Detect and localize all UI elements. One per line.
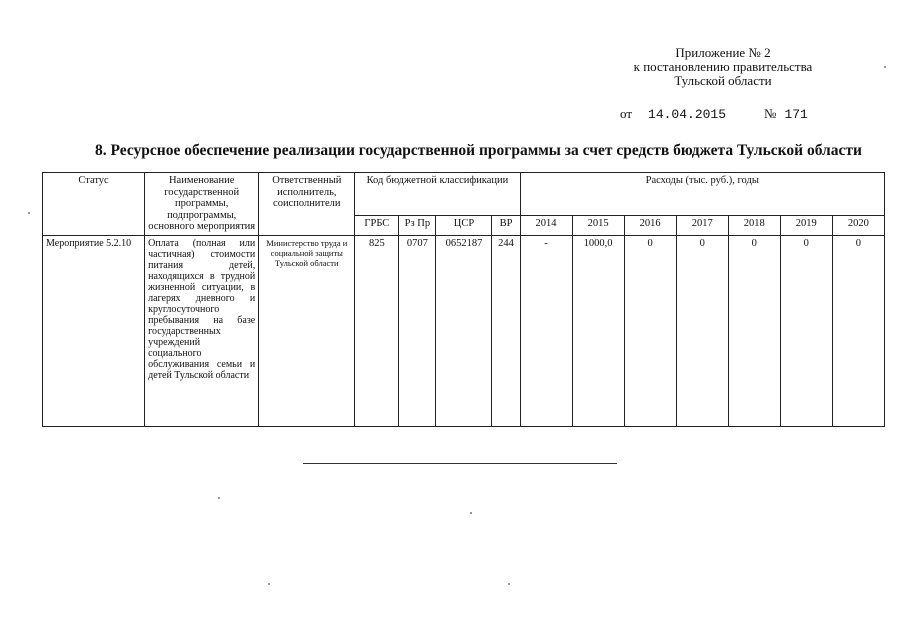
- appendix-line-3: Тульской области: [674, 73, 772, 88]
- appendix-line-1: Приложение № 2: [675, 45, 771, 60]
- header-name: Наименование государственной программы, подпрограммы, основного мероприятия: [145, 173, 259, 236]
- cell-grbs: 825: [355, 235, 399, 426]
- signature-divider-line: [303, 463, 617, 464]
- cell-value-2016: 0: [624, 235, 676, 426]
- header-expenses: Расходы (тыс. руб.), годы: [520, 173, 884, 216]
- cell-value-2018: 0: [728, 235, 780, 426]
- header-budget-code: Код бюджетной классификации: [355, 173, 520, 216]
- header-csr: ЦСР: [436, 216, 492, 236]
- scan-speck: [884, 66, 886, 68]
- cell-vr: 244: [492, 235, 520, 426]
- header-year-2018: 2018: [728, 216, 780, 236]
- resource-table: [42, 172, 885, 427]
- cell-rzpr: 0707: [399, 235, 436, 426]
- scan-speck: [218, 497, 220, 499]
- number-label: №: [764, 106, 777, 121]
- table-row: [43, 235, 885, 426]
- scan-speck: [28, 212, 30, 214]
- scan-speck: [470, 512, 472, 514]
- date-from-label: от: [620, 106, 633, 121]
- document-number: 171: [784, 107, 808, 122]
- header-year-2019: 2019: [780, 216, 832, 236]
- header-year-2016: 2016: [624, 216, 676, 236]
- header-status: Статус: [43, 173, 145, 236]
- cell-csr: 0652187: [436, 235, 492, 426]
- header-year-2017: 2017: [676, 216, 728, 236]
- scan-speck: [508, 583, 510, 585]
- header-responsible: Ответственный исполнитель, соисполнители: [259, 173, 355, 236]
- cell-status: Мероприятие 5.2.10: [43, 235, 145, 426]
- document-date-line: [620, 106, 808, 122]
- cell-value-2014: -: [520, 235, 572, 426]
- appendix-line-2: к постановлению правительства: [633, 59, 813, 74]
- section-title: 8. Ресурсное обеспечение реализации государственной программы за счет средств бюджета Тульской области: [95, 142, 862, 159]
- header-vr: ВР: [492, 216, 520, 236]
- cell-value-2015: 1000,0: [572, 235, 624, 426]
- scan-speck: [268, 583, 270, 585]
- cell-value-2020: 0: [832, 235, 884, 426]
- header-year-2020: 2020: [832, 216, 884, 236]
- header-rzpr: Рз Пр: [399, 216, 436, 236]
- appendix-block: [613, 46, 833, 88]
- cell-name: Оплата (полная или частичная) стоимости питания детей, находящихся в трудной жизненной ситуации, в лагерях дневного и круглосуточного пребывания на базе государственных учреждений социального обслуживания семьи и детей Тульской области: [145, 235, 259, 426]
- header-year-2014: 2014: [520, 216, 572, 236]
- cell-value-2017: 0: [676, 235, 728, 426]
- header-year-2015: 2015: [572, 216, 624, 236]
- cell-value-2019: 0: [780, 235, 832, 426]
- cell-responsible: Министерство труда и социальной защиты Тульской области: [259, 235, 355, 426]
- header-grbs: ГРБС: [355, 216, 399, 236]
- document-date: 14.04.2015: [648, 107, 727, 122]
